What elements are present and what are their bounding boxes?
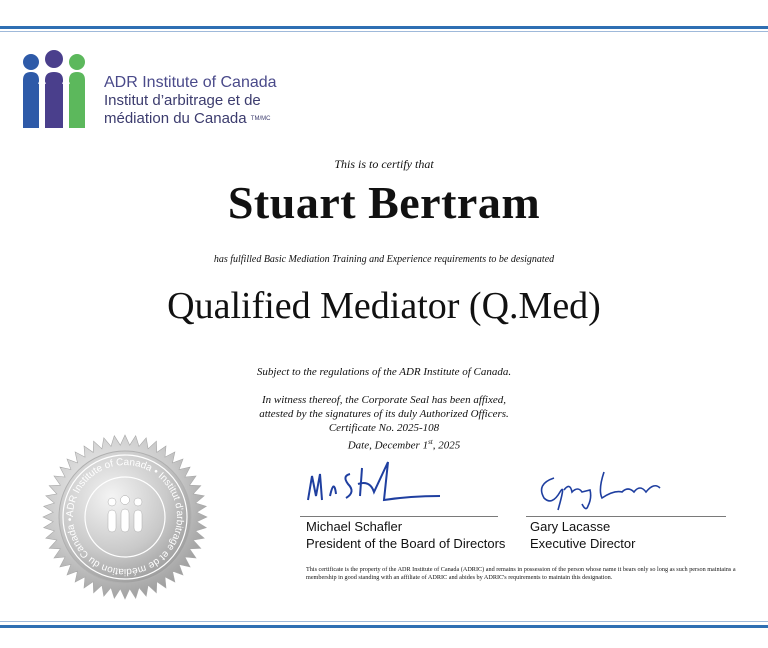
date-suffix: st <box>428 438 433 446</box>
org-name-fr-line1: Institut d’arbitrage et de <box>104 92 261 109</box>
signatory-2-name: Gary Lacasse <box>530 519 611 534</box>
top-border <box>0 26 768 29</box>
fulfilled-statement: has fulfilled Basic Mediation Training and Experience requirements to be designated <box>213 254 555 265</box>
top-border-inner <box>0 31 768 32</box>
signature-gary-lacasse <box>530 460 670 516</box>
recipient-name: Stuart Bertram <box>227 177 541 228</box>
signatory-1-name: Michael Schafler <box>306 519 403 534</box>
org-name-fr-line2 <box>104 110 277 128</box>
witness-line-1: In witness thereof, the Corporate Seal has been affixed, <box>262 394 506 406</box>
bottom-border-inner <box>0 621 768 622</box>
signatory-2-title: Executive Director <box>530 536 636 551</box>
certificate-number: Certificate No. 2025-108 <box>328 422 440 434</box>
corporate-seal-icon <box>42 434 208 600</box>
signatory-1-title: President of the Board of Directors <box>306 536 506 551</box>
org-name-en: ADR Institute of Canada <box>104 74 277 91</box>
signature-line-2 <box>526 516 726 517</box>
seal-ring-textpath: ADR Institute of Canada • Institut d'arbitrage et de médiation du Canada • <box>64 456 186 578</box>
organization-name <box>104 74 277 128</box>
certify-intro: This is to certify that <box>334 157 434 171</box>
date-year: , 2025 <box>432 439 461 452</box>
signature-line-1 <box>300 516 498 517</box>
signature-michael-schafler <box>300 456 450 514</box>
witness-line-2: attested by the signatures of its duly Authorized Officers. <box>259 408 509 420</box>
designation-title: Qualified Mediator (Q.Med) <box>167 285 601 327</box>
trademark-mark: TM/MC <box>250 116 271 122</box>
org-name-fr-line2-text: médiation du Canada <box>104 110 247 127</box>
bottom-border <box>0 625 768 628</box>
certificate-footnote: This certificate is the property of the ADR Institute of Canada (ADRIC) and remains in possession of the person whose name it bears only so long as such person maintains a membership in good standing with an affiliate of ADRIC and abides by ADRIC's requirements to maintain this designation. <box>306 566 736 581</box>
date-prefix: Date, December 1 <box>347 439 429 452</box>
adric-people-logo-icon <box>12 50 102 132</box>
subject-statement: Subject to the regulations of the ADR Institute of Canada. <box>256 366 512 378</box>
